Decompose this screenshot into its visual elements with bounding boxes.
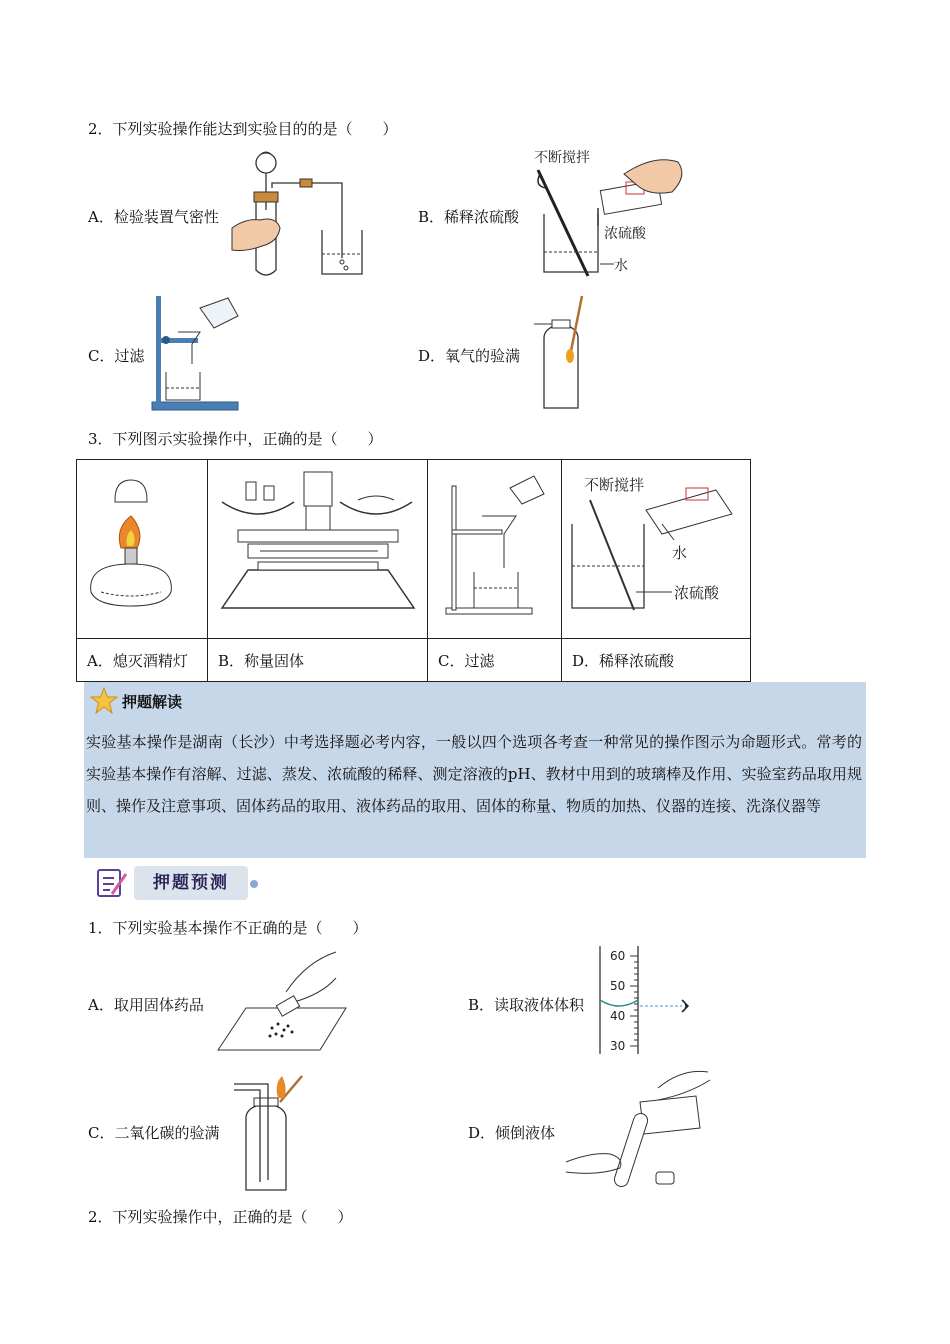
q2-option-a: A．检验装置气密性 <box>88 208 219 226</box>
dilute-acid-figure-2 <box>562 460 750 634</box>
cell-a-figure <box>77 460 208 639</box>
fig-label-water: 水 <box>614 258 628 274</box>
cell-d-label: D．稀释浓硫酸 <box>562 639 751 682</box>
analysis-text: 实验基本操作是湖南（长沙）中考选择题必考内容，一般以四个选项各考查一种常见的操作图示为命题形式。常考的实验基本操作有溶解、过滤、蒸发、浓硫酸的稀释、测定溶液的pH、教材中用到的玻璃棒及作用、实验室药品取用规则、操作及注意事项、固体药品的取用、液体药品的取用、固体的称量、物质的加热、仪器的连接、洗涤仪器等 <box>86 733 862 815</box>
prediction-q1-stem: 1．下列实验基本操作不正确的是（ ） <box>88 919 368 937</box>
pouring-liquid-figure <box>562 1066 718 1194</box>
oxygen-test-figure <box>530 292 600 414</box>
filtration-figure-1 <box>148 292 248 414</box>
notepad-pen-icon <box>94 866 130 900</box>
co2-test-figure <box>228 1068 304 1194</box>
q2-option-d: D．氧气的验满 <box>418 347 521 365</box>
table-fig-label-stir: 不断搅拌 <box>584 476 645 494</box>
q2-option-b: B．稀释浓硫酸 <box>418 208 520 226</box>
cell-b-label: B．称量固体 <box>208 639 428 682</box>
banner-dot <box>250 880 258 888</box>
cell-b-figure <box>208 460 428 639</box>
balance-figure <box>208 460 427 634</box>
airtightness-apparatus-figure <box>230 148 365 278</box>
fig-label-stir: 不断搅拌 <box>534 150 590 166</box>
cell-c-figure <box>428 460 562 639</box>
prediction-q2-stem: 2．下列实验操作中，正确的是（ ） <box>88 1208 353 1226</box>
cell-c-label: C．过滤 <box>428 639 562 682</box>
table-fig-label-water: 水 <box>672 544 688 562</box>
star-icon <box>90 686 118 716</box>
scale-60: 60 <box>610 949 626 963</box>
analysis-box <box>84 682 866 858</box>
fig-label-acid: 浓硫酸 <box>604 226 646 242</box>
table-fig-label-acid: 浓硫酸 <box>674 584 720 602</box>
cell-a-label: A．熄灭酒精灯 <box>77 639 208 682</box>
pred-q1-option-b: B．读取液体体积 <box>468 996 585 1014</box>
scale-40: 40 <box>610 1009 626 1023</box>
dilute-acid-figure-1 <box>528 144 698 282</box>
alcohol-lamp-figure <box>77 460 207 634</box>
pred-q1-option-c: C．二氧化碳的验满 <box>88 1124 220 1142</box>
question-2-stem: 2．下列实验操作能达到实验目的的是（ ） <box>88 120 398 138</box>
pred-q1-option-a: A．取用固体药品 <box>88 996 204 1014</box>
prediction-banner: 押题预测 <box>134 866 248 900</box>
graduated-cylinder-figure <box>594 944 698 1056</box>
cell-d-figure <box>562 460 751 639</box>
q2-option-c: C．过滤 <box>88 347 145 365</box>
scale-50: 50 <box>610 979 626 993</box>
scale-30: 30 <box>610 1039 626 1053</box>
solid-sampling-figure <box>216 950 348 1054</box>
question-3-stem: 3．下列图示实验操作中，正确的是（ ） <box>88 430 383 448</box>
operations-table <box>76 459 751 682</box>
filtration-figure-2 <box>428 460 561 634</box>
analysis-title: 押题解读 <box>122 693 183 711</box>
pred-q1-option-d: D．倾倒液体 <box>468 1124 556 1142</box>
